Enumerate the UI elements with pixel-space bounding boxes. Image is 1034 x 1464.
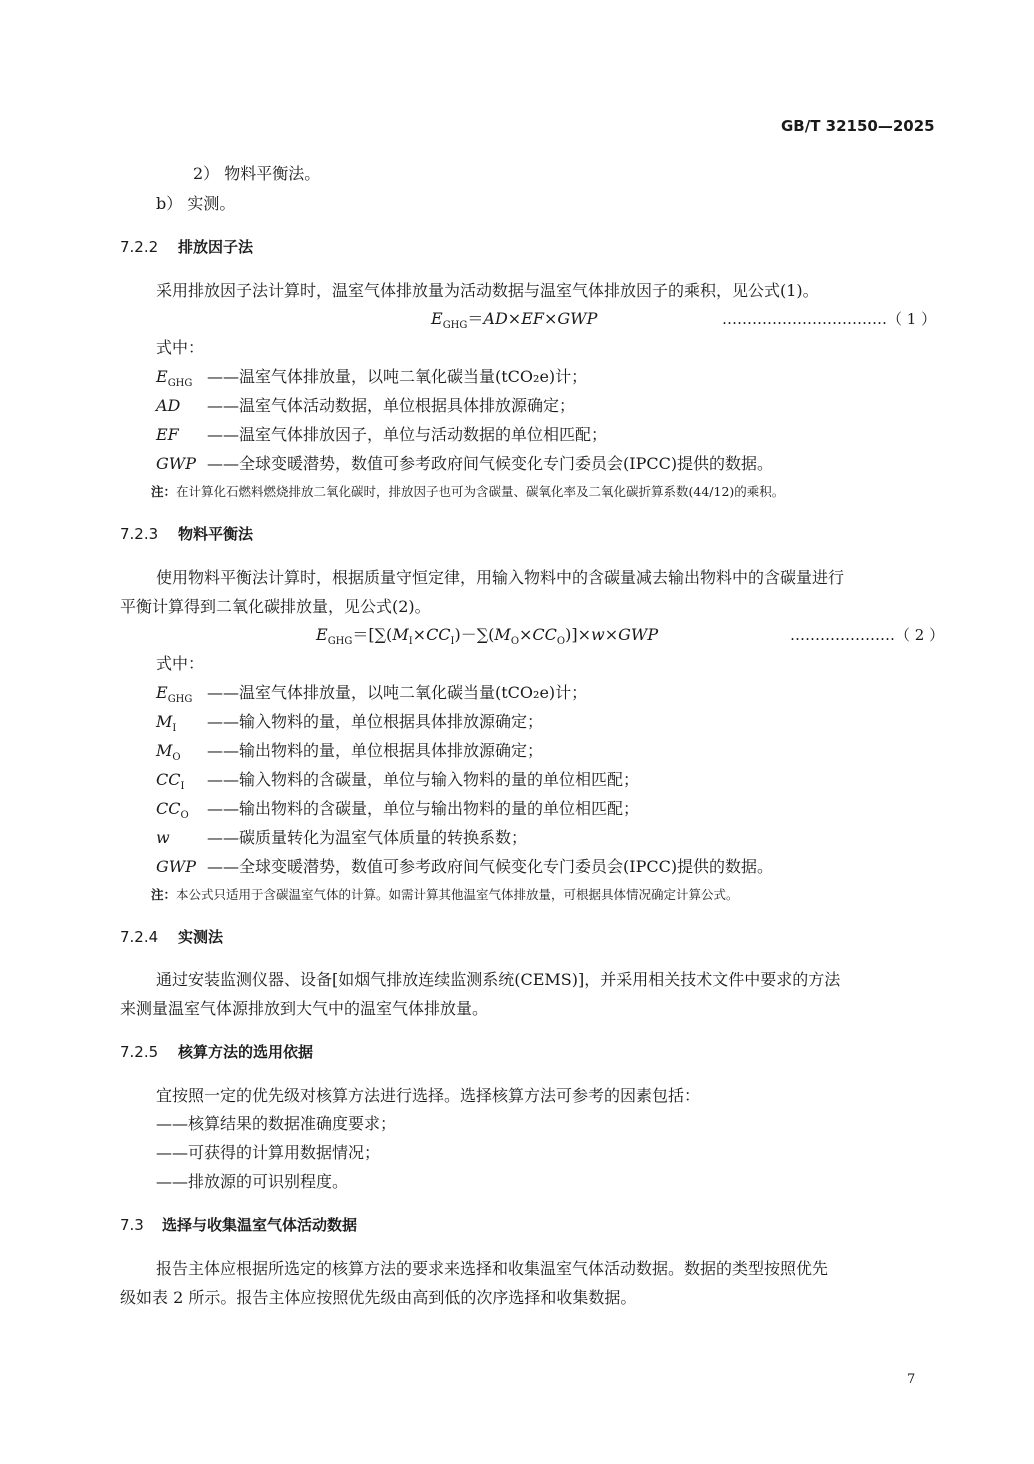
paragraph-line-2: 平衡计算得到二氧化碳排放量，见公式(2)。 <box>120 597 431 616</box>
definition-ef: ——温室气体排放因子，单位与活动数据的单位相匹配； <box>207 425 608 444</box>
definition-gwp: ——全球变暖潜势，数值可参考政府间气候变化专门委员会(IPCC)提供的数据。 <box>207 857 774 876</box>
paragraph-line-1: 报告主体应根据所选定的核算方法的要求来选择和收集温室气体活动数据。数据的类型按照优先 <box>156 1259 829 1278</box>
section-title: 核算方法的选用依据 <box>178 1043 314 1061</box>
symbol-m-i: $M_I$ <box>156 712 177 735</box>
leader-dots: …………………………… <box>722 310 887 328</box>
where-label: 式中： <box>156 338 205 357</box>
list-item: ——排放源的可识别程度。 <box>156 1172 349 1191</box>
definition-w: ——碳质量转化为温室气体质量的转换系数； <box>207 828 528 847</box>
section-heading-7-2-2 <box>120 236 253 258</box>
page-number: 7 <box>907 1372 916 1387</box>
definition-gwp: ——全球变暖潜势，数值可参考政府间气候变化专门委员会(IPCC)提供的数据。 <box>207 454 774 473</box>
note-label: 注： <box>151 887 177 902</box>
section-number: 7.2.5 <box>120 1043 159 1061</box>
section-number: 7.3 <box>120 1216 144 1234</box>
equation-number-1 <box>722 308 936 330</box>
symbol-cc-o: $CC_O$ <box>156 799 189 822</box>
equation-number-2 <box>790 624 944 646</box>
note-text: 在计算化石燃料燃烧排放二氧化碳时，排放因子也可为含碳量、碳氧化率及二氧化碳折算系数(44/12)的乘积。 <box>176 484 785 499</box>
definition-ad: ——温室气体活动数据，单位根据具体排放源确定； <box>207 396 576 415</box>
section-heading-7-2-4 <box>120 926 223 948</box>
definition-cc-o: ——输出物料的含碳量，单位与输出物料的量的单位相匹配； <box>207 799 640 818</box>
symbol-ad: AD <box>156 396 181 415</box>
symbol-e-ghg: $E_{GHG}$ <box>156 683 193 706</box>
section-title: 选择与收集温室气体活动数据 <box>162 1216 358 1234</box>
list-item-b: b） 实测。 <box>156 194 236 213</box>
standard-number: GB/T 32150—2025 <box>781 117 935 135</box>
paragraph: 采用排放因子法计算时，温室气体排放量为活动数据与温室气体排放因子的乘积，见公式(1)。 <box>156 281 819 300</box>
paragraph-line-2: 级如表 2 所示。报告主体应按照优先级由高到低的次序选择和收集数据。 <box>120 1288 637 1307</box>
section-heading-7-2-3 <box>120 523 253 545</box>
formula-1: $E_{GHG}=AD\times EF\times GWP$ <box>431 309 598 332</box>
symbol-gwp: GWP <box>156 857 196 876</box>
paragraph-line-1: 通过安装监测仪器、设备[如烟气排放连续监测系统(CEMS)]，并采用相关技术文件中要求的方法 <box>156 970 841 989</box>
definition-m-i: ——输入物料的量，单位根据具体排放源确定； <box>207 712 544 731</box>
symbol-e-ghg: $E_{GHG}$ <box>156 367 193 390</box>
list-item-2: 2） 物料平衡法。 <box>193 164 321 183</box>
definition-e-ghg: ——温室气体排放量，以吨二氧化碳当量(tCO₂e)计； <box>207 367 588 386</box>
paragraph-line-1: 使用物料平衡法计算时，根据质量守恒定律，用输入物料中的含碳量减去输出物料中的含碳量进行 <box>156 568 845 587</box>
section-heading-7-3 <box>120 1214 357 1236</box>
symbol-w: w <box>156 828 170 847</box>
list-item: ——可获得的计算用数据情况； <box>156 1143 381 1162</box>
section-title: 物料平衡法 <box>178 525 254 543</box>
section-number: 7.2.3 <box>120 525 159 543</box>
list-item: ——核算结果的数据准确度要求； <box>156 1114 397 1133</box>
section-number: 7.2.4 <box>120 928 159 946</box>
section-heading-7-2-5 <box>120 1041 313 1063</box>
note <box>151 483 784 501</box>
symbol-m-o: $M_O$ <box>156 741 181 764</box>
symbol-ef: EF <box>156 425 179 444</box>
equation-label: （ 1 ） <box>887 310 937 328</box>
definition-cc-i: ——输入物料的含碳量，单位与输入物料的量的单位相匹配； <box>207 770 640 789</box>
formula-2: $E_{GHG}=[\sum(M_I\times CC_I)-\sum(M_O\times CC_O)]\times w\times GWP$ <box>316 625 659 648</box>
equation-label: （ 2 ） <box>895 626 945 644</box>
definition-e-ghg: ——温室气体排放量，以吨二氧化碳当量(tCO₂e)计； <box>207 683 588 702</box>
paragraph: 宜按照一定的优先级对核算方法进行选择。选择核算方法可参考的因素包括： <box>156 1086 701 1105</box>
section-title: 实测法 <box>178 928 224 946</box>
where-label: 式中： <box>156 654 205 673</box>
note-text: 本公式只适用于含碳温室气体的计算。如需计算其他温室气体排放量，可根据具体情况确定计算公式。 <box>176 887 739 902</box>
symbol-cc-i: $CC_I$ <box>156 770 185 793</box>
definition-m-o: ——输出物料的量，单位根据具体排放源确定； <box>207 741 544 760</box>
section-title: 排放因子法 <box>178 238 254 256</box>
note <box>151 886 739 904</box>
leader-dots: ………………… <box>790 626 895 644</box>
paragraph-line-2: 来测量温室气体源排放到大气中的温室气体排放量。 <box>120 999 489 1018</box>
note-label: 注： <box>151 484 177 499</box>
symbol-gwp: GWP <box>156 454 196 473</box>
section-number: 7.2.2 <box>120 238 159 256</box>
